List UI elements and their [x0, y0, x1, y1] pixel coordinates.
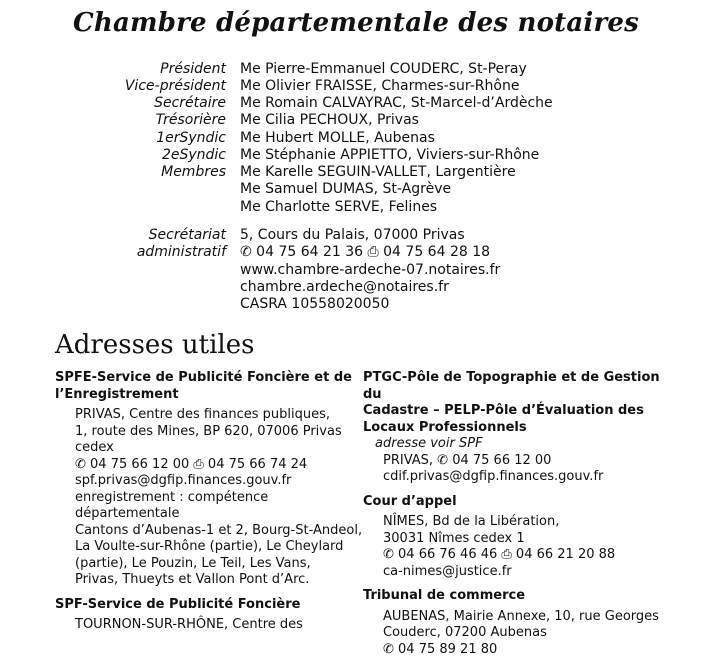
board-row	[0, 163, 712, 181]
address-block	[363, 494, 663, 581]
board-row	[0, 111, 712, 129]
board-row	[0, 146, 712, 164]
block-line: NÎMES, Bd de la Libération,	[363, 514, 663, 531]
board-member: Me Charlotte SERVE, Felines	[240, 198, 437, 216]
address-block	[363, 370, 663, 486]
email-link[interactable]: cdif.privas@dgfip.finances.gouv.fr	[363, 469, 663, 486]
email-link[interactable]: ca-nimes@justice.fr	[363, 564, 663, 581]
board-role: Vice-président	[125, 77, 226, 95]
secretariat-casra: CASRA 10558020050	[240, 295, 389, 313]
block-line: 30031 Nîmes cedex 1	[363, 531, 663, 548]
secretariat-label: administratif	[137, 243, 226, 261]
block-line: ✆ 04 75 66 12 00 ⎙ 04 75 66 74 24	[55, 457, 355, 474]
board-role: Secrétaire	[154, 94, 226, 112]
board-member: Me Cilia PECHOUX, Privas	[240, 111, 419, 129]
secretariat-label: Secrétariat	[149, 226, 226, 244]
email-link[interactable]: spf.privas@dgfip.finances.gouv.fr	[55, 473, 355, 490]
section-title: Adresses utiles	[55, 330, 254, 360]
address-block	[363, 588, 663, 658]
block-title: Cour d’appel	[363, 494, 663, 511]
block-note: adresse voir SPF	[363, 436, 663, 453]
block-line: Couderc, 07200 Aubenas	[363, 625, 663, 642]
block-line: 1, route des Mines, BP 620, 07006 Privas	[55, 424, 355, 441]
block-line: (partie), Le Pouzin, Le Teil, Les Vans,	[55, 556, 355, 573]
block-line: ✆ 04 66 76 46 46 ⎙ 04 66 21 20 88	[363, 547, 663, 564]
block-line: départementale	[55, 506, 355, 523]
block-title: PTGC-Pôle de Topographie et de Gestion du	[363, 370, 663, 403]
secretariat-row	[0, 295, 712, 313]
board-member: Me Romain CALVAYRAC, St-Marcel-d’Ardèche	[240, 94, 553, 112]
block-line: ✆ 04 75 89 21 80	[363, 642, 663, 658]
board-member: Me Samuel DUMAS, St-Agrève	[240, 180, 451, 198]
block-line: Privas, Thueyts et Vallon Pont d’Arc.	[55, 572, 355, 589]
block-title: l’Enregistrement	[55, 387, 355, 404]
secretariat-phone-fax: ✆ 04 75 64 21 36 ⎙ 04 75 64 28 18	[240, 243, 490, 261]
block-title: Cadastre – PELP-Pôle d’Évaluation des	[363, 403, 663, 420]
board-role: 1erSyndic	[156, 129, 226, 147]
board-role: Membres	[161, 163, 226, 181]
board-row	[0, 129, 712, 147]
block-line: cedex	[55, 440, 355, 457]
block-title: Locaux Professionnels	[363, 420, 663, 437]
block-line: PRIVAS, Centre des finances publiques,	[55, 407, 355, 424]
board-member: Me Pierre-Emmanuel COUDERC, St-Peray	[240, 60, 527, 78]
left-column	[55, 370, 355, 634]
block-title: SPF-Service de Publicité Foncière	[55, 597, 355, 614]
block-line: AUBENAS, Mairie Annexe, 10, rue Georges	[363, 609, 663, 626]
board-row	[0, 60, 712, 78]
board-member: Me Karelle SEGUIN-VALLET, Largentière	[240, 163, 516, 181]
board-role: 2eSyndic	[162, 146, 226, 164]
secretariat-email-link[interactable]: chambre.ardeche@notaires.fr	[240, 278, 449, 296]
block-title: Tribunal de commerce	[363, 588, 663, 605]
block-title: SPFE-Service de Publicité Foncière et de	[55, 370, 355, 387]
secretariat-row	[0, 278, 712, 296]
address-block	[55, 370, 355, 589]
board-row	[0, 94, 712, 112]
secretariat-address: 5, Cours du Palais, 07000 Privas	[240, 226, 465, 244]
secretariat-row	[0, 261, 712, 279]
board-role: Président	[160, 60, 226, 78]
block-line: PRIVAS, ✆ 04 75 66 12 00	[363, 453, 663, 470]
board-row	[0, 180, 712, 198]
block-line: TOURNON-SUR-RHÔNE, Centre des	[55, 617, 355, 634]
secretariat-website-link[interactable]: www.chambre-ardeche-07.notaires.fr	[240, 261, 500, 279]
block-line: Cantons d’Aubenas-1 et 2, Bourg-St-Andeol,	[55, 523, 355, 540]
board-member: Me Olivier FRAISSE, Charmes-sur-Rhône	[240, 77, 519, 95]
secretariat-row	[0, 243, 712, 261]
address-block	[55, 597, 355, 634]
page-title: Chambre départementale des notaires	[0, 8, 712, 38]
secretariat-row	[0, 226, 712, 244]
board-member: Me Stéphanie APPIETTO, Viviers-sur-Rhône	[240, 146, 539, 164]
board-row	[0, 198, 712, 216]
right-column	[363, 370, 663, 658]
board-row	[0, 77, 712, 95]
block-line: enregistrement : compétence	[55, 490, 355, 507]
board-member: Me Hubert MOLLE, Aubenas	[240, 129, 435, 147]
block-line: La Voulte-sur-Rhône (partie), Le Cheylard	[55, 539, 355, 556]
board-role: Trésorière	[156, 111, 226, 129]
